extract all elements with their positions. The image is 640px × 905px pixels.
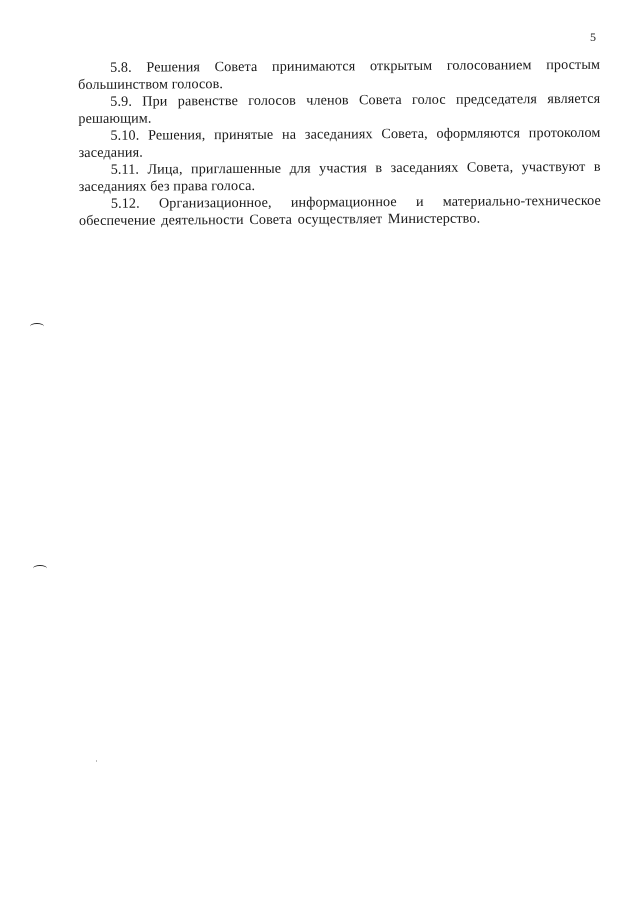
document-body xyxy=(78,57,601,230)
punch-hole-mark xyxy=(33,565,47,572)
page-number: 5 xyxy=(590,30,596,44)
paragraph-5-10: 5.10. Решения, принятые на заседаниях Совета, оформляются протоколом заседания. xyxy=(78,124,601,161)
paragraph-5-11: 5.11. Лица, приглашенные для участия в заседаниях Совета, участвуют в заседаниях без права голоса. xyxy=(78,158,601,195)
scan-speck xyxy=(96,760,97,762)
paragraph-5-9: 5.9. При равенстве голосов членов Совета голос председателя является решающим. xyxy=(78,90,601,127)
paragraph-5-12: 5.12. Организационное, информационное и материально-техническое обеспечение деятельности Совета осуществляет Министерство. xyxy=(78,192,601,229)
punch-hole-mark xyxy=(30,323,44,330)
paragraph-5-8: 5.8. Решения Совета принимаются открытым голосованием простым большинством голосов. xyxy=(78,56,601,93)
